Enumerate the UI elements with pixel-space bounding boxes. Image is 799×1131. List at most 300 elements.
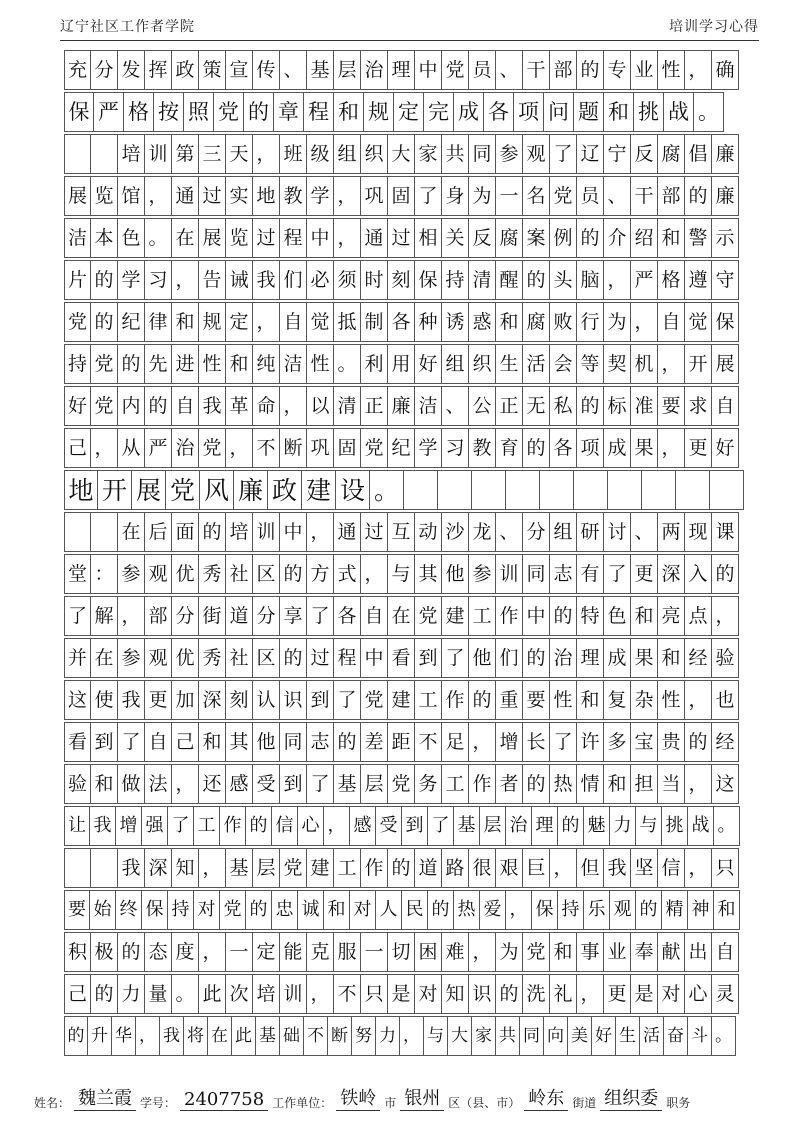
grid-cell: ， (280, 386, 307, 426)
grid-cell: 信 (658, 848, 685, 888)
grid-cell: 力 (610, 806, 636, 846)
grid-cell: 极 (91, 932, 118, 972)
grid-cell: 志 (550, 554, 577, 594)
grid-cell: 断 (328, 1016, 352, 1056)
grid-cell: 定 (394, 92, 424, 132)
grid-cell: 家 (415, 134, 442, 174)
grid-cell: 到 (91, 722, 118, 762)
district-label: 区（县、市） (448, 1096, 521, 1110)
grid-cell: 力 (118, 974, 145, 1014)
grid-cell (608, 470, 642, 510)
grid-cell: 与 (424, 1016, 448, 1056)
grid-row (64, 974, 744, 1014)
grid-row (64, 638, 744, 678)
grid-cell: 魅 (584, 806, 610, 846)
grid-cell: 第 (172, 134, 199, 174)
grid-cell: 受 (253, 764, 280, 804)
grid-cell: 正 (496, 386, 523, 426)
grid-cell: 自 (658, 302, 685, 342)
grid-cell: 入 (685, 554, 712, 594)
grid-cell: 龙 (469, 512, 496, 552)
grid-cell: 党 (166, 470, 200, 510)
grid-cell: 性 (307, 344, 334, 384)
grid-cell: 的 (244, 92, 274, 132)
grid-cell: 要 (523, 680, 550, 720)
grid-cell: 的 (118, 932, 145, 972)
grid-cell: 服 (334, 932, 361, 972)
grid-cell: 组 (550, 512, 577, 552)
grid-cell: 诱 (442, 302, 469, 342)
grid-cell: ， (400, 1016, 424, 1056)
grid-cell: 持 (558, 890, 584, 930)
grid-cell: 格 (658, 260, 685, 300)
grid-cell: 自 (712, 932, 739, 972)
grid-cell: 了 (442, 638, 469, 678)
grid-cell: 习 (442, 428, 469, 468)
grid-cell: 好 (415, 344, 442, 384)
grid-cell: 观 (610, 890, 636, 930)
grid-cell: ， (506, 890, 532, 930)
grid-cell: 但 (577, 848, 604, 888)
grid-cell: 、 (604, 176, 631, 216)
grid-cell: 是 (631, 974, 658, 1014)
grid-cell: 我 (90, 806, 116, 846)
grid-cell: 巩 (307, 428, 334, 468)
grid-cell: 我 (199, 386, 226, 426)
grid-cell: 和 (631, 596, 658, 636)
grid-cell: ， (361, 554, 388, 594)
grid-cell: 内 (118, 386, 145, 426)
grid-cell: 员 (577, 176, 604, 216)
grid-cell: 馆 (118, 176, 145, 216)
grid-cell: 的 (280, 554, 307, 594)
grid-cell: 完 (424, 92, 454, 132)
grid-cell: 杂 (631, 680, 658, 720)
grid-cell: 例 (550, 218, 577, 258)
district-value: 岭东 (524, 1084, 568, 1111)
grid-cell: 自 (712, 386, 739, 426)
grid-cell: 照 (184, 92, 214, 132)
grid-cell: 成 (454, 92, 484, 132)
grid-cell: 共 (496, 1016, 520, 1056)
grid-cell: 工 (334, 848, 361, 888)
grid-cell: 难 (442, 932, 469, 972)
grid-cell: 党 (442, 50, 469, 90)
grid-cell: 培 (253, 974, 280, 1014)
grid-cell: 保 (532, 890, 558, 930)
grid-cell: 这 (64, 680, 91, 720)
grid-cell: 会 (550, 344, 577, 384)
grid-cell: 党 (388, 764, 415, 804)
grid-cell: 开 (685, 344, 712, 384)
grid-cell: 。 (714, 806, 740, 846)
grid-cell: 层 (334, 50, 361, 90)
grid-cell: 量 (145, 974, 172, 1014)
grid-cell: 对 (415, 974, 442, 1014)
grid-cell: 的 (550, 596, 577, 636)
grid-cell: 觉 (685, 302, 712, 342)
grid-cell: 等 (577, 344, 604, 384)
grid-cell: 深 (658, 554, 685, 594)
city-value: 银州 (400, 1084, 444, 1111)
grid-cell: 了 (550, 722, 577, 762)
grid-cell: 的 (91, 974, 118, 1014)
grid-cell: 挥 (145, 50, 172, 90)
grid-cell: 区 (253, 554, 280, 594)
grid-cell: 讨 (604, 512, 631, 552)
grid-cell: 制 (361, 302, 388, 342)
grid-cell: 党 (361, 428, 388, 468)
grid-cell: 地 (64, 470, 98, 510)
grid-cell: 层 (361, 764, 388, 804)
grid-cell: ， (685, 848, 712, 888)
grid-cell: 脑 (577, 260, 604, 300)
grid-cell: 和 (604, 92, 634, 132)
grid-cell: 员 (469, 50, 496, 90)
grid-cell: 断 (280, 428, 307, 468)
grid-cell: 沙 (442, 512, 469, 552)
grid-row (64, 428, 744, 468)
grid-cell: 严 (631, 260, 658, 300)
grid-cell: 路 (442, 848, 469, 888)
grid-cell: 章 (274, 92, 304, 132)
grid-cell: 的 (469, 680, 496, 720)
grid-cell: 活 (640, 1016, 664, 1056)
grid-cell: ， (307, 974, 334, 1014)
grid-cell: 困 (415, 932, 442, 972)
grid-cell: 参 (469, 554, 496, 594)
grid-cell: 家 (472, 1016, 496, 1056)
grid-row (64, 134, 744, 174)
grid-cell: 过 (307, 638, 334, 678)
grid-cell: 的 (64, 1016, 88, 1056)
grid-cell: 到 (307, 680, 334, 720)
grid-cell: 很 (469, 848, 496, 888)
grid-cell: 和 (496, 302, 523, 342)
grid-cell: 定 (253, 932, 280, 972)
grid-cell: 互 (388, 512, 415, 552)
grid-cell: 的 (118, 344, 145, 384)
grid-cell: 持 (64, 344, 91, 384)
grid-cell: 反 (469, 218, 496, 258)
grid-cell: 让 (64, 806, 90, 846)
grid-cell: 中 (361, 638, 388, 678)
grid-cell: 行 (577, 302, 604, 342)
grid-cell: 。 (145, 218, 172, 258)
grid-cell: 洁 (280, 344, 307, 384)
grid-cell: ， (631, 302, 658, 342)
grid-cell: 题 (574, 92, 604, 132)
grid-cell (91, 512, 118, 552)
grid-cell (642, 470, 676, 510)
grid-cell: 反 (631, 134, 658, 174)
grid-cell: 优 (172, 554, 199, 594)
grid-cell: 部 (145, 596, 172, 636)
grid-cell: 、 (496, 512, 523, 552)
grid-cell: 清 (334, 386, 361, 426)
grid-cell: 的 (685, 722, 712, 762)
grid-cell: 各 (484, 92, 514, 132)
grid-cell (91, 848, 118, 888)
grid-cell: 担 (631, 764, 658, 804)
grid-cell: 训 (145, 134, 172, 174)
grid-cell: 传 (253, 50, 280, 90)
grid-cell: 到 (402, 806, 428, 846)
grid-cell: 研 (577, 512, 604, 552)
grid-cell: 了 (428, 806, 454, 846)
grid-cell: 自 (172, 386, 199, 426)
grid-cell: 规 (364, 92, 394, 132)
grid-cell: 生 (496, 344, 523, 384)
grid-cell: 和 (714, 890, 740, 930)
city-label: 市 (384, 1096, 397, 1110)
grid-cell: 更 (145, 680, 172, 720)
grid-cell: ， (324, 806, 350, 846)
grid-cell: 其 (226, 722, 253, 762)
grid-cell: 艰 (496, 848, 523, 888)
grid-cell: 过 (388, 218, 415, 258)
grid-cell: 更 (631, 554, 658, 594)
grid-cell: 一 (496, 176, 523, 216)
grid-cell: 成 (604, 428, 631, 468)
grid-cell: 灵 (712, 974, 739, 1014)
grid-row (64, 386, 744, 426)
grid-cell: 和 (91, 764, 118, 804)
grid-cell: 洁 (64, 218, 91, 258)
grid-cell: 持 (442, 260, 469, 300)
grid-cell: 工 (194, 806, 220, 846)
grid-cell: 。 (694, 92, 724, 132)
grid-cell: 识 (280, 680, 307, 720)
grid-cell: 当 (658, 764, 685, 804)
grid-cell: 干 (523, 50, 550, 90)
grid-cell (710, 470, 744, 510)
grid-cell: 、 (631, 512, 658, 552)
grid-cell: 将 (184, 1016, 208, 1056)
grid-cell: 课 (712, 512, 739, 552)
grid-cell: 。 (334, 344, 361, 384)
grid-cell: 自 (145, 722, 172, 762)
grid-cell: 斗 (688, 1016, 712, 1056)
grid-cell (506, 470, 540, 510)
grid-cell: 警 (685, 218, 712, 258)
grid-cell: 、 (280, 50, 307, 90)
grid-cell: 纯 (253, 344, 280, 384)
grid-cell: 和 (226, 344, 253, 384)
grid-cell: 级 (307, 134, 334, 174)
grid-row (64, 554, 744, 594)
grid-cell: 、 (442, 386, 469, 426)
grid-cell: 守 (712, 260, 739, 300)
grid-cell: 经 (685, 638, 712, 678)
grid-cell: 信 (272, 806, 298, 846)
grid-cell: 态 (145, 932, 172, 972)
grid-cell: ， (604, 260, 631, 300)
grid-cell: 公 (469, 386, 496, 426)
grid-cell: 能 (280, 932, 307, 972)
grid-cell: 私 (550, 386, 577, 426)
grid-cell: 展 (64, 176, 91, 216)
grid-cell: 党 (214, 92, 244, 132)
grid-cell: 还 (199, 764, 226, 804)
grid-cell: 党 (220, 890, 246, 930)
grid-cell: 刻 (388, 260, 415, 300)
grid-cell: 好 (592, 1016, 616, 1056)
grid-cell: 命 (253, 386, 280, 426)
grid-cell: 策 (199, 50, 226, 90)
grid-cell (91, 134, 118, 174)
grid-cell: 在 (118, 512, 145, 552)
grid-cell: 奉 (631, 932, 658, 972)
grid-cell: 基 (256, 1016, 280, 1056)
grid-cell: 神 (688, 890, 714, 930)
grid-cell: 相 (415, 218, 442, 258)
grid-cell: 的 (428, 890, 454, 930)
grid-cell: 介 (604, 218, 631, 258)
grid-cell: 认 (253, 680, 280, 720)
grid-cell: 中 (415, 50, 442, 90)
grid-cell: 共 (442, 134, 469, 174)
grid-cell: 党 (523, 932, 550, 972)
grid-cell: 验 (712, 638, 739, 678)
grid-cell: 增 (496, 722, 523, 762)
grid-cell: 贵 (658, 722, 685, 762)
grid-cell: 心 (685, 974, 712, 1014)
grid-cell: 有 (577, 554, 604, 594)
grid-cell: 人 (376, 890, 402, 930)
grid-cell: 理 (532, 806, 558, 846)
grid-cell: 名 (523, 176, 550, 216)
grid-cell: 一 (361, 932, 388, 972)
grid-cell: 和 (550, 932, 577, 972)
grid-cell: 终 (116, 890, 142, 930)
grid-cell: 区 (253, 638, 280, 678)
grid-cell: 的 (523, 638, 550, 678)
grid-cell: 特 (577, 596, 604, 636)
grid-cell: ： (91, 554, 118, 594)
grid-cell: 观 (145, 638, 172, 678)
grid-cell: 克 (307, 932, 334, 972)
grid-cell: 治 (506, 806, 532, 846)
grid-cell: 党 (199, 428, 226, 468)
grid-cell: 育 (496, 428, 523, 468)
grid-cell: 腐 (658, 134, 685, 174)
grid-cell: 培 (226, 512, 253, 552)
grid-cell: 此 (199, 974, 226, 1014)
grid-cell: 与 (636, 806, 662, 846)
grid-cell: 热 (454, 890, 480, 930)
grid-cell: 献 (658, 932, 685, 972)
grid-cell: 础 (280, 1016, 304, 1056)
grid-cell: 知 (442, 974, 469, 1014)
grid-cell: 的 (496, 974, 523, 1014)
grid-cell: 和 (199, 722, 226, 762)
grid-row (64, 1016, 744, 1056)
grid-cell: 腐 (523, 302, 550, 342)
grid-cell: ， (307, 512, 334, 552)
grid-cell: ， (253, 302, 280, 342)
grid-cell: 果 (631, 428, 658, 468)
grid-row (64, 596, 744, 636)
grid-cell (574, 470, 608, 510)
grid-cell: 战 (664, 92, 694, 132)
grid-cell: 志 (307, 722, 334, 762)
grid-cell: 更 (604, 974, 631, 1014)
grid-cell: 巨 (523, 848, 550, 888)
grid-cell: ， (91, 428, 118, 468)
grid-cell: 亮 (658, 596, 685, 636)
unit-label: 工作单位： (272, 1096, 333, 1110)
id-label: 学号： (140, 1096, 177, 1110)
grid-cell: 作 (361, 848, 388, 888)
grid-cell: 党 (64, 302, 91, 342)
grid-cell: 用 (388, 344, 415, 384)
grid-cell: ， (469, 932, 496, 972)
grid-cell: ， (172, 260, 199, 300)
grid-cell: 中 (280, 512, 307, 552)
grid-cell: 对 (350, 890, 376, 930)
grid-cell: 党 (91, 386, 118, 426)
grid-cell: 深 (199, 680, 226, 720)
grid-cell: 保 (415, 260, 442, 300)
grid-cell: 的 (199, 512, 226, 552)
grid-row (64, 302, 744, 342)
grid-cell: 自 (361, 596, 388, 636)
grid-cell: 验 (64, 764, 91, 804)
grid-cell: 者 (496, 764, 523, 804)
grid-cell: 对 (194, 890, 220, 930)
grid-cell: 到 (415, 638, 442, 678)
grid-cell: 并 (64, 638, 91, 678)
grid-cell: 色 (604, 596, 631, 636)
grid-cell: 升 (88, 1016, 112, 1056)
grid-cell: ， (172, 764, 199, 804)
grid-cell: 廉 (712, 134, 739, 174)
grid-cell: 了 (307, 596, 334, 636)
grid-cell: 利 (361, 344, 388, 384)
grid-cell: 道 (226, 596, 253, 636)
grid-cell: 重 (496, 680, 523, 720)
grid-row (64, 890, 744, 930)
grid-cell: 充 (64, 50, 91, 90)
grid-cell: 中 (523, 596, 550, 636)
grid-cell: 两 (658, 512, 685, 552)
grid-cell: 机 (631, 344, 658, 384)
grid-cell: 组 (334, 134, 361, 174)
grid-cell: 我 (604, 848, 631, 888)
grid-cell: 同 (280, 722, 307, 762)
grid-cell: 分 (253, 596, 280, 636)
grid-cell: 败 (550, 302, 577, 342)
grid-cell: 业 (604, 932, 631, 972)
grid-cell: 也 (712, 680, 739, 720)
grid-cell: 同 (523, 554, 550, 594)
grid-cell: 训 (253, 512, 280, 552)
grid-cell: 要 (658, 386, 685, 426)
grid-cell: 热 (550, 764, 577, 804)
grid-cell: 积 (64, 932, 91, 972)
grid-cell: 洁 (415, 386, 442, 426)
grid-cell: 精 (662, 890, 688, 930)
grid-cell (540, 470, 574, 510)
grid-cell: 治 (172, 428, 199, 468)
grid-cell: 的 (280, 638, 307, 678)
grid-cell: 感 (350, 806, 376, 846)
grid-cell: 了 (118, 722, 145, 762)
id-value: 2407758 (180, 1089, 268, 1111)
grid-cell: 诚 (298, 890, 324, 930)
grid-cell: 美 (568, 1016, 592, 1056)
